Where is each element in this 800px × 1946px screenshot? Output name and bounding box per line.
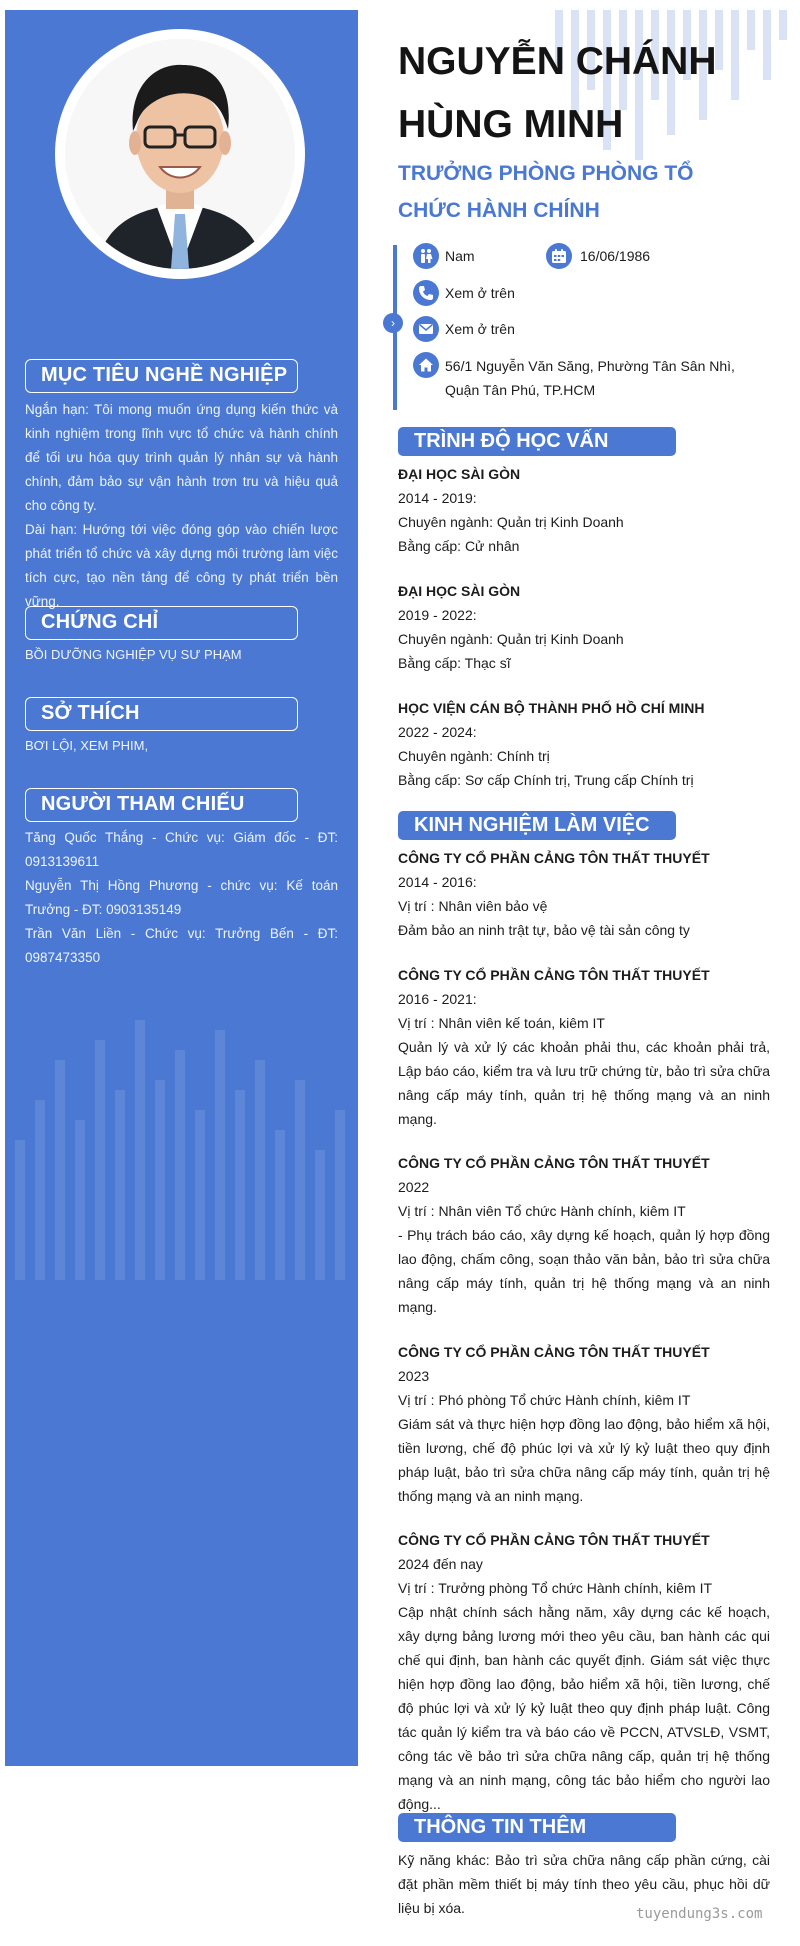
education-period: 2019 - 2022: bbox=[398, 607, 477, 623]
experience-position: Vị trí : Phó phòng Tổ chức Hành chính, kiêm IT bbox=[398, 1392, 691, 1408]
extra-info-line: Kỹ năng khác: Bảo trì sửa chữa nâng cấp phần cứng, cài đặt phần mềm thiết bị máy tính theo yêu cầu, phục hồi dữ liệu bị xóa. bbox=[398, 1852, 770, 1916]
company-name: CÔNG TY CỔ PHẦN CẢNG TÔN THẤT THUYẾT bbox=[398, 1344, 710, 1360]
experience-description: - Phụ trách báo cáo, xây dựng kế hoạch, quản lý hợp đồng lao động, chấm công, soạn thảo văn bản, bảo trì sửa chữa nâng cấp máy tính, quản trị hệ thống mạng và an ninh mạng. bbox=[398, 1227, 770, 1315]
education-heading: TRÌNH ĐỘ HỌC VẤN bbox=[398, 427, 676, 456]
certificates-text: BỒI DƯỠNG NGHIỆP VỤ SƯ PHẠM bbox=[25, 647, 242, 662]
experience-period: 2022 bbox=[398, 1179, 430, 1195]
job-title: TRƯỞNG PHÒNG PHÒNG TỔ CHỨC HÀNH CHÍNH bbox=[398, 162, 694, 222]
company-name: CÔNG TY CỔ PHẦN CẢNG TÔN THẤT THUYẾT bbox=[398, 850, 710, 866]
reference-item: Nguyễn Thị Hồng Phương - chức vụ: Kế toán Trưởng - ĐT: 0903135149 bbox=[25, 878, 338, 917]
address-text: 56/1 Nguyễn Văn Săng, Phường Tân Sân Nhì, Quận Tân Phú, TP.HCM bbox=[445, 358, 735, 398]
phone-icon bbox=[413, 280, 439, 306]
school-name: ĐẠI HỌC SÀI GÒN bbox=[398, 466, 521, 482]
objective-text bbox=[25, 398, 338, 614]
company-name: CÔNG TY CỔ PHẦN CẢNG TÔN THẤT THUYẾT bbox=[398, 967, 710, 983]
references-list bbox=[25, 826, 338, 970]
education-major: Chuyên ngành: Chính trị bbox=[398, 748, 550, 764]
education-degree: Bằng cấp: Cử nhân bbox=[398, 538, 520, 554]
company-name: CÔNG TY CỔ PHẦN CẢNG TÔN THẤT THUYẾT bbox=[398, 1155, 710, 1171]
experience-period: 2024 đến nay bbox=[398, 1556, 483, 1572]
experience-position: Vị trí : Nhân viên kế toán, kiêm IT bbox=[398, 1015, 605, 1031]
experience-item bbox=[398, 963, 770, 1131]
objective-short: Ngắn hạn: Tôi mong muốn ứng dụng kiến thức và kinh nghiệm trong lĩnh vực tổ chức và hành chính để tối ưu hóa quy trình quản lý nhân sự và hành chính, đảm bảo sự vận hành trơn tru và hiệu quả cho công ty. bbox=[25, 402, 338, 513]
education-period: 2022 - 2024: bbox=[398, 724, 477, 740]
education-major: Chuyên ngành: Quản trị Kinh Doanh bbox=[398, 514, 624, 530]
objective-heading: MỤC TIÊU NGHỀ NGHIỆP bbox=[25, 359, 298, 393]
certificates-heading: CHỨNG CHỈ bbox=[25, 606, 298, 640]
company-name: CÔNG TY CỔ PHẦN CẢNG TÔN THẤT THUYẾT bbox=[398, 1532, 710, 1548]
reference-item: Tăng Quốc Thắng - Chức vụ: Giám đốc - ĐT: 0913139611 bbox=[25, 830, 338, 869]
gender-text: Nam bbox=[445, 248, 475, 264]
experience-period: 2014 - 2016: bbox=[398, 874, 477, 890]
experience-item bbox=[398, 1340, 770, 1508]
education-item bbox=[398, 696, 770, 792]
experience-period: 2016 - 2021: bbox=[398, 991, 477, 1007]
experience-item bbox=[398, 1528, 770, 1816]
education-item bbox=[398, 579, 770, 675]
email-icon bbox=[413, 316, 439, 342]
experience-position: Vị trí : Nhân viên Tổ chức Hành chính, kiêm IT bbox=[398, 1203, 686, 1219]
chevron-right-icon[interactable]: › bbox=[383, 313, 403, 333]
sidebar-decoration bbox=[5, 1020, 358, 1280]
references-heading: NGƯỜI THAM CHIẾU bbox=[25, 788, 298, 822]
experience-heading: KINH NGHIỆM LÀM VIỆC bbox=[398, 811, 676, 840]
sidebar bbox=[5, 10, 358, 1766]
avatar-photo bbox=[65, 39, 295, 269]
phone-text: Xem ở trên bbox=[445, 285, 515, 301]
school-name: HỌC VIỆN CÁN BỘ THÀNH PHỐ HỒ CHÍ MINH bbox=[398, 700, 705, 716]
experience-item bbox=[398, 1151, 770, 1319]
home-icon bbox=[413, 352, 439, 378]
hobbies-text: BƠI LỘI, XEM PHIM, bbox=[25, 738, 149, 753]
experience-position: Vị trí : Nhân viên bảo vệ bbox=[398, 898, 548, 914]
education-degree: Bằng cấp: Thạc sĩ bbox=[398, 655, 511, 671]
education-period: 2014 - 2019: bbox=[398, 490, 477, 506]
objective-long: Dài hạn: Hướng tới việc đóng góp vào chiến lược phát triển tổ chức và xây dựng môi trường làm việc tích cực, tạo nền tảng để công ty phát triển bền vững. bbox=[25, 522, 338, 609]
education-item bbox=[398, 462, 770, 558]
watermark: tuyendung3s.com bbox=[636, 1906, 763, 1922]
experience-item bbox=[398, 846, 770, 942]
experience-description: Quản lý và xử lý các khoản phải thu, các khoản phải trả, Lập báo cáo, kiểm tra và lưu trữ chứng từ, bảo trì sửa chữa nâng cấp máy tính, quản trị hệ thống mạng và an ninh mạng. bbox=[398, 1039, 770, 1127]
birthday-text: 16/06/1986 bbox=[580, 248, 651, 264]
hobbies-heading: SỞ THÍCH bbox=[25, 697, 298, 731]
experience-period: 2023 bbox=[398, 1368, 430, 1384]
email-text: Xem ở trên bbox=[445, 321, 515, 337]
avatar bbox=[55, 29, 305, 279]
experience-description: Giám sát và thực hiện hợp đồng lao động, bảo hiểm xã hội, tiền lương, chế độ phúc lợi và xử lý kỷ luật theo quy định pháp luật, bảo trì sửa chữa nâng cấp máy tính, quản trị hệ thống mạng và an ninh mạng. bbox=[398, 1416, 770, 1504]
reference-item: Trần Văn Liền - Chức vụ: Trưởng Bến - ĐT: 0987473350 bbox=[25, 926, 338, 965]
candidate-name: NGUYỄN CHÁNH HÙNG MINH bbox=[398, 40, 717, 146]
experience-description: Đảm bảo an ninh trật tự, bảo vệ tài sản công ty bbox=[398, 922, 690, 938]
experience-description: Cập nhật chính sách hằng năm, xây dựng các kế hoạch, xây dựng bảng lương mới theo yêu cầu, ban hành các qui chế qui định, ban hành các quyết định. Giám sát việc thực hiện hợp đồng lao động, bảo hiểm xã hội, tiền lương, chế độ phúc lợi và xử lý kỷ luật theo quy định pháp luật. Công tác quản lý kiểm tra và báo cáo về PCCN, ATVSLĐ, VSMT, công tác về bảo trì sửa chữa nâng cấp, quản trị hệ thống mạng và an ninh mạng, công tác bảo hiểm cho người lao động... bbox=[398, 1604, 770, 1812]
gender-icon bbox=[413, 243, 439, 269]
extra-info-heading: THÔNG TIN THÊM bbox=[398, 1813, 676, 1842]
school-name: ĐẠI HỌC SÀI GÒN bbox=[398, 583, 521, 599]
education-degree: Bằng cấp: Sơ cấp Chính trị, Trung cấp Chính trị bbox=[398, 772, 694, 788]
education-major: Chuyên ngành: Quản trị Kinh Doanh bbox=[398, 631, 624, 647]
experience-position: Vị trí : Trưởng phòng Tổ chức Hành chính, kiêm IT bbox=[398, 1580, 713, 1596]
calendar-icon bbox=[546, 243, 572, 269]
